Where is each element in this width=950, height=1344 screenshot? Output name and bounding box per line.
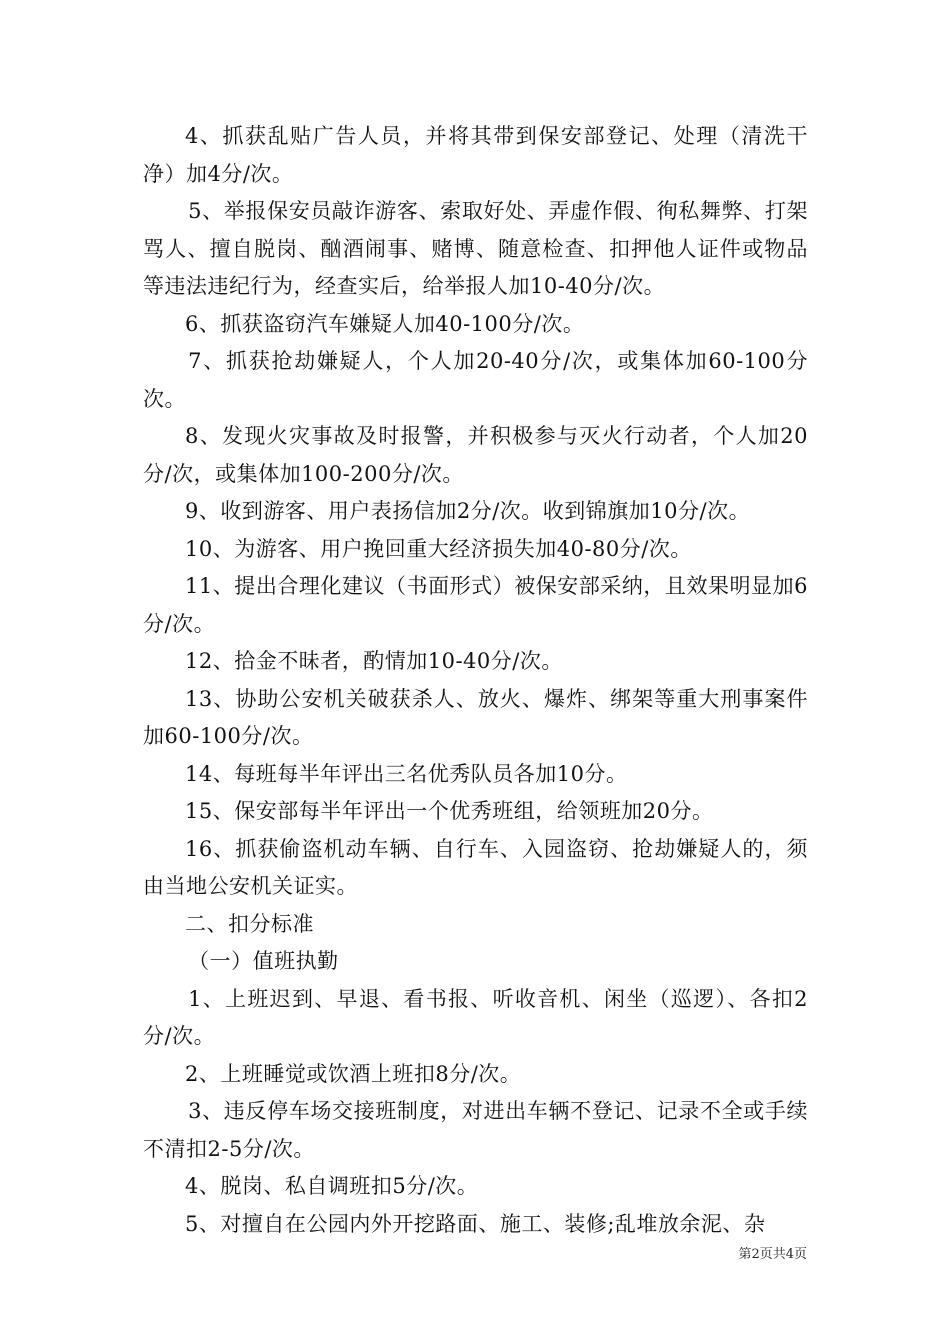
paragraph-9: 12、拾金不昧者，酌情加10-40分/次。 [185,649,563,673]
paragraph-7: 10、为游客、用户挽回重大经济损失加40-80分/次。 [185,536,692,561]
document-body [143,118,808,1243]
subsection-heading-duty: （一）值班执勤 [188,949,339,973]
paragraph-4: 7、抓获抢劫嫌疑人，个人加20-40分/次，或集体加60-100分次。 [143,349,808,411]
paragraph-1: 4、抓获乱贴广告人员，并将其带到保安部登记、处理（清洗干净）加4分/次。 [143,124,808,186]
paragraph-14: 1、上班迟到、早退、看书报、听收音机、闲坐（巡逻）、各扣2分/次。 [143,986,808,1048]
paragraph-13: 16、抓获偷盗机动车辆、自行车、入园盗窃、抢劫嫌疑人的，须由当地公安机关证实。 [143,836,808,898]
paragraph-5: 8、发现火灾事故及时报警，并积极参与灭火行动者，个人加20分/次，或集体加100-200分/次。 [143,424,808,486]
paragraph-10: 13、协助公安机关破获杀人、放火、爆炸、绑架等重大刑事案件加60-100分/次。 [143,686,808,748]
paragraph-6: 9、收到游客、用户表扬信加2分/次。收到锦旗加10分/次。 [185,499,751,523]
paragraph-17: 4、脱岗、私自调班扣5分/次。 [185,1174,479,1198]
paragraph-12: 15、保安部每半年评出一个优秀班组，给领班加20分。 [185,799,714,823]
paragraph-3: 6、抓获盗窃汽车嫌疑人加40-100分/次。 [185,311,585,336]
paragraph-11: 14、每班每半年评出三名优秀队员各加10分。 [185,761,628,786]
section-heading-deductions: 二、扣分标准 [185,911,314,936]
paragraph-16: 3、违反停车场交接班制度，对进出车辆不登记、记录不全或手续不清扣2-5分/次。 [143,1099,808,1161]
page-number-footer: 第2页共4页 [738,1247,807,1262]
paragraph-15: 2、上班睡觉或饮酒上班扣8分/次。 [185,1061,522,1086]
paragraph-2: 5、举报保安员敲诈游客、索取好处、弄虚作假、徇私舞弊、打架骂人、擅自脱岗、酗酒闹事、赌博、随意检查、扣押他人证件或物品等违法违纪行为，经查实后，给举报人加10-40分/次。 [143,199,808,298]
paragraph-8: 11、提出合理化建议（书面形式）被保安部采纳，且效果明显加6分/次。 [143,574,808,636]
paragraph-18: 5、对擅自在公园内外开挖路面、施工、装修;乱堆放余泥、杂 [185,1211,766,1236]
